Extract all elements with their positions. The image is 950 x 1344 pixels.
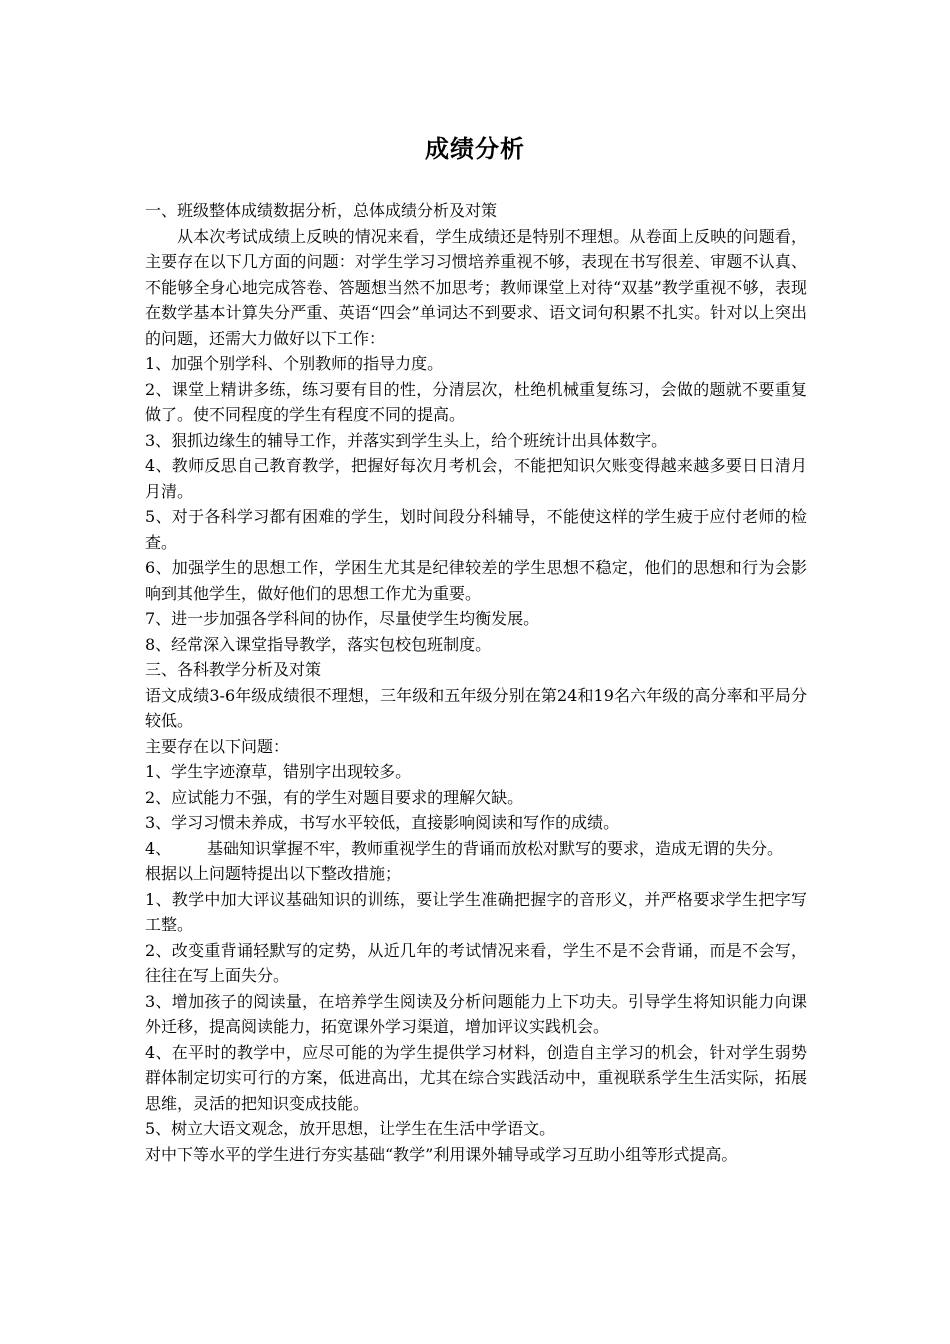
problem-item-4 — [145, 836, 807, 862]
intro-paragraph: 从本次考试成绩上反映的情况来看，学生成绩还是特别不理想。从卷面上反映的问题看，主要存在以下几方面的问题：对学生学习习惯培养重视不够，表现在书写很差、审题不认真、不能够全身心地完成答卷、答题想当然不加思考；教师课堂上对待“双基”教学重视不够，表现在数学基本计算失分严重、英语“四会”单词达不到要求、语文词句积累不扎实。针对以上突出的问题，还需大力做好以下工作： — [145, 226, 807, 348]
problem-item-1: 1、学生字迹潦草，错别字出现较多。 — [145, 762, 412, 781]
measure-item-7: 7、进一步加强各学科间的协作，尽量使学生均衡发展。 — [145, 609, 540, 628]
measure-item-5: 5、对于各科学习都有困难的学生，划时间段分科辅导，不能使这样的学生疲于应付老师的检查。 — [145, 507, 807, 552]
remedy-item-3: 3、增加孩子的阅读量，在培养学生阅读及分析问题能力上下功夫。引导学生将知识能力向课外迁移，提高阅读能力，拓宽课外学习渠道，增加评议实践机会。 — [145, 991, 807, 1036]
closing-paragraph: 对中下等水平的学生进行夯实基础“教学”利用课外辅导或学习互助小组等形式提高。 — [145, 1144, 738, 1164]
problem-item-4-text: 基础知识掌握不牢，教师重视学生的背诵而放松对默写的要求，造成无谓的失分。 — [207, 838, 784, 858]
measure-item-4: 4、教师反思自己教育教学，把握好每次月考机会，不能把知识欠账变得越来越多要日日清月月清。 — [145, 456, 807, 501]
problems-heading: 主要存在以下问题： — [145, 736, 290, 756]
remedy-item-1: 1、教学中加大评议基础知识的训练，要让学生准确把握字的音形义，并严格要求学生把字写工整。 — [145, 889, 807, 934]
chinese-score-summary: 语文成绩3-6年级成绩很不理想，三年级和五年级分别在第24和19名六年级的高分率和平局分较低。 — [145, 685, 807, 730]
problem-item-3: 3、学习习惯未养成，书写水平较低，直接影响阅读和写作的成绩。 — [145, 813, 620, 832]
remedy-item-5: 5、树立大语文观念，放开思想，让学生在生活中学语文。 — [145, 1119, 556, 1138]
remedies-heading: 根据以上问题特提出以下整改措施； — [145, 864, 402, 883]
problem-item-2: 2、应试能力不强，有的学生对题目要求的理解欠缺。 — [145, 787, 524, 807]
problem-item-4-number: 4、 — [145, 838, 172, 858]
measure-item-8: 8、经常深入课堂指导教学，落实包校包班制度。 — [145, 634, 492, 654]
page-title: 成绩分析 — [425, 135, 525, 163]
remedy-item-2: 2、改变重背诵轻默写的定势，从近几年的考试情况来看，学生不是不会背诵，而是不会写，往往在写上面失分。 — [145, 940, 807, 985]
remedy-item-4: 4、在平时的教学中，应尽可能的为学生提供学习材料，创造自主学习的机会，针对学生弱势群体制定切实可行的方案，低进高出，尤其在综合实践活动中，重视联系学生生活实际，拓展思维，灵活的把知识变成技能。 — [145, 1042, 807, 1113]
measure-item-1: 1、加强个别学科、个别教师的指导力度。 — [145, 354, 444, 373]
measure-item-3: 3、狠抓边缘生的辅导工作，并落实到学生头上，给个班统计出具体数字。 — [145, 430, 668, 450]
document-body — [145, 198, 807, 1167]
measure-item-6: 6、加强学生的思想工作，学困生尤其是纪律较差的学生思想不稳定，他们的思想和行为会影响到其他学生，做好他们的思想工作尤为重要。 — [145, 558, 807, 603]
measure-item-2: 2、课堂上精讲多练，练习要有目的性，分清层次，杜绝机械重复练习，会做的题就不要重复做了。使不同程度的学生有程度不同的提高。 — [145, 379, 807, 424]
section-heading-3: 三、各科教学分析及对策 — [145, 660, 322, 679]
section-heading-1: 一、班级整体成绩数据分析，总体成绩分析及对策 — [145, 201, 498, 220]
